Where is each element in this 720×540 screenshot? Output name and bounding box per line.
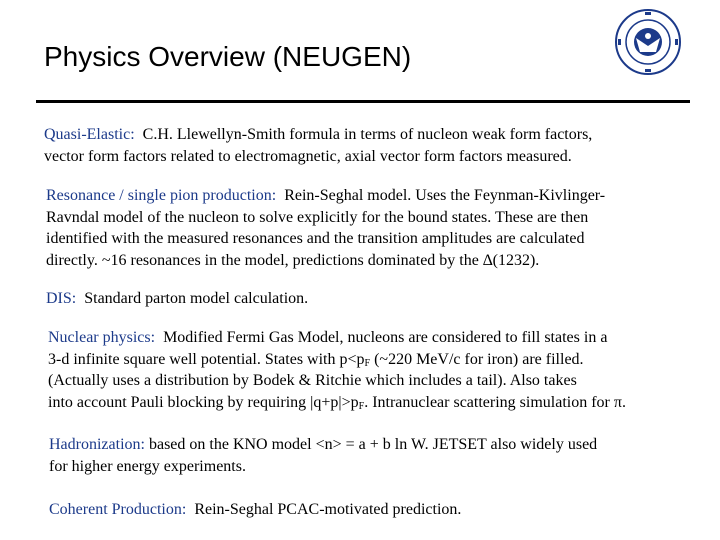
section-resonance [46, 185, 605, 271]
section-text: 3-d infinite square well potential. States with p<p [48, 350, 365, 368]
section-text: based on the KNO model <n> = a + b ln W. JETSET also widely used [148, 436, 598, 453]
section-text: (Actually uses a distribution by Bodek & Ritchie which includes a tail). Also takes [48, 372, 577, 389]
section-text: Rein-Seghal model. Uses the Feynman-Kivlinger- [284, 187, 606, 204]
subscript: F [364, 357, 371, 369]
section-coherent-production [49, 499, 461, 521]
section-text: into account Pauli blocking by requiring |q+p|>p [48, 393, 359, 411]
section-text: for higher energy experiments. [49, 457, 246, 475]
section-text: (~220 MeV/c for iron) are filled. [370, 350, 584, 368]
section-text: Standard parton model calculation. [84, 290, 309, 307]
section-hadronization [49, 434, 597, 477]
section-text: directly. ~16 resonances in the model, predictions dominated by the ∆(1232). [46, 251, 540, 269]
university-seal-icon [614, 8, 682, 76]
section-text: C.H. Llewellyn-Smith formula in terms of nucleon weak form factors, [142, 126, 593, 143]
section-label: DIS: [46, 290, 77, 307]
section-nuclear-physics [48, 327, 626, 413]
page-title: Physics Overview (NEUGEN) [44, 41, 412, 72]
subscript: F [358, 400, 365, 412]
section-label: Nuclear physics: [48, 329, 156, 346]
section-text: Ravndal model of the nucleon to solve explicitly for the bound states. These are then [46, 208, 589, 226]
section-label: Quasi-Elastic: [44, 126, 135, 143]
section-text: vector form factors related to electromagnetic, axial vector form factors measured. [44, 147, 572, 165]
section-text: Modified Fermi Gas Model, nucleons are considered to fill states in a [163, 329, 608, 346]
section-label: Hadronization: [49, 436, 145, 453]
section-text: . Intranuclear scattering simulation for π. [364, 393, 626, 411]
section-text: Rein-Seghal PCAC-motivated prediction. [194, 501, 462, 518]
section-text: identified with the measured resonances and the transition amplitudes are calculated [46, 230, 585, 247]
section-label: Resonance / single pion production: [46, 187, 277, 204]
section-quasi-elastic [44, 124, 592, 167]
title-divider [36, 100, 690, 103]
section-dis [46, 288, 308, 310]
section-label: Coherent Production: [49, 501, 187, 518]
